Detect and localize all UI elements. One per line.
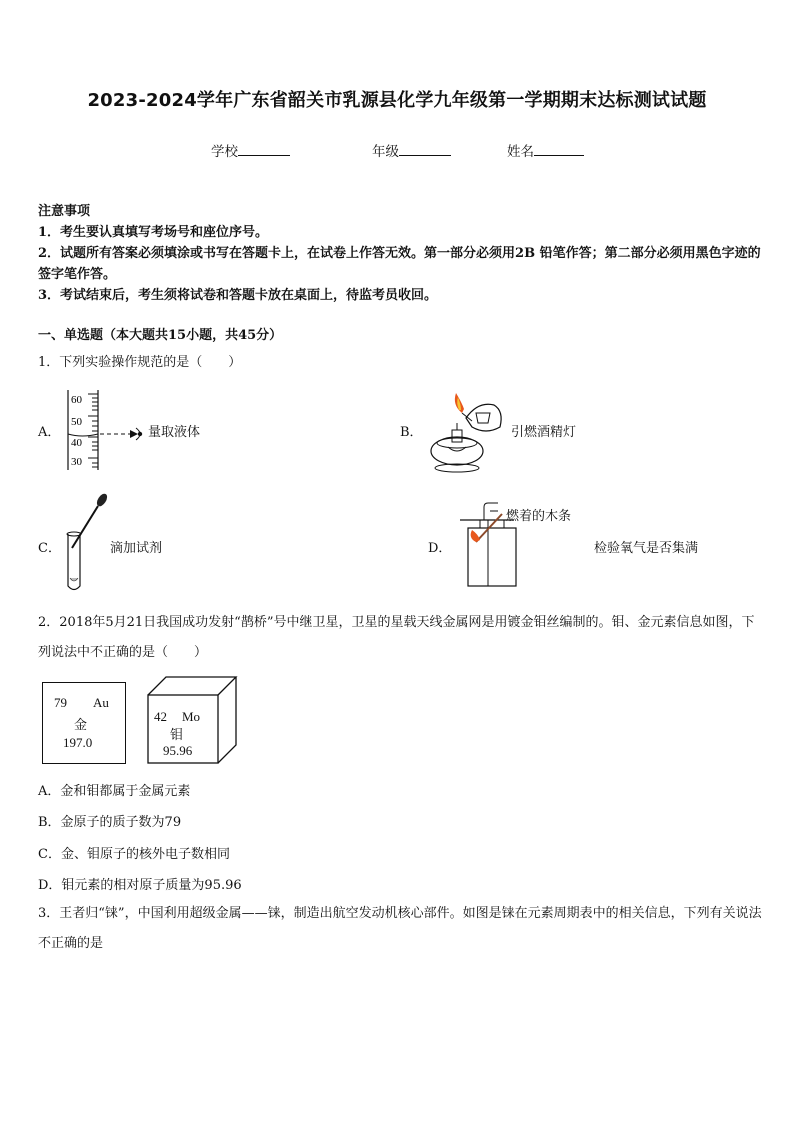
name-field[interactable] [507, 140, 584, 160]
cylinder-tick-label: 50 [71, 416, 82, 428]
q1-option-d-letter[interactable]: D． [428, 541, 452, 556]
element-card-molybdenum [148, 697, 218, 765]
q1-stem: 1．下列实验操作规范的是（ ） [38, 355, 242, 370]
cylinder-tick-label: 60 [71, 394, 82, 406]
school-blank[interactable] [238, 143, 290, 156]
alcohol-lamps-figure [426, 383, 508, 475]
element-symbol: Mo [182, 709, 201, 724]
q2-option-c[interactable]: C．金、钼原子的核外电子数相同 [38, 847, 230, 862]
q1-option-b-label: 引燃酒精灯 [511, 425, 577, 440]
q1-option-c-label: 滴加试剂 [110, 541, 163, 556]
element-atomic-mass: 197.0 [63, 735, 93, 750]
notice-item: 2．试题所有答案必须填涂或书写在答题卡上，在试卷上作答无效。第一部分必须用2B 铅笔作答；第二部分必须用黑色字迹的签字笔作答。 [38, 246, 761, 282]
q1-option-a-letter[interactable]: A． [38, 425, 61, 440]
school-label: 学校 [211, 144, 238, 160]
element-name: 金 [74, 718, 88, 733]
element-atomic-number: 79 [54, 695, 67, 710]
section-heading: 一、单选题（本大题共15小题，共45分） [38, 328, 283, 343]
q2-stem: 2．2018年5月21日我国成功发射“鹊桥”号中继卫星，卫星的星载天线金属网是用镀金钼丝编制的。钼、金元素信息如图，下列说法中不正确的是（ ） [38, 615, 755, 660]
notice-heading: 注意事项 [38, 204, 91, 219]
q2-option-a[interactable]: A．金和钼都属于金属元素 [38, 784, 191, 799]
element-atomic-number: 42 [154, 709, 167, 724]
element-name: 钼 [170, 728, 184, 743]
q1-option-b-letter[interactable]: B． [400, 425, 423, 440]
q1-option-d-label: 检验氧气是否集满 [594, 541, 699, 556]
q1-option-c-letter[interactable]: C． [38, 541, 61, 556]
notice-item: 1．考生要认真填写考场号和座位序号。 [38, 225, 269, 240]
dropper-test-tube-figure [62, 494, 112, 594]
cylinder-tick-label: 40 [71, 437, 82, 449]
school-field[interactable] [211, 140, 290, 160]
name-label: 姓名 [507, 144, 534, 160]
notice-section [38, 201, 762, 306]
cylinder-tick-label: 30 [71, 456, 82, 468]
name-blank[interactable] [534, 143, 584, 156]
element-card-gold [42, 682, 126, 764]
q2-option-b[interactable]: B．金原子的质子数为79 [38, 815, 182, 830]
element-atomic-mass: 95.96 [163, 743, 193, 758]
q3-stem: 3．王者归“铼”，中国利用超级金属——铼，制造出航空发动机核心部件。如图是铼在元素周期表中的相关信息，下列有关说法不正确的是 [38, 906, 762, 951]
grade-label: 年级 [372, 144, 399, 160]
grade-field[interactable] [372, 140, 451, 160]
page-title: 2023-2024学年广东省韶关市乳源县化学九年级第一学期期末达标测试试题 [87, 90, 707, 111]
element-symbol: Au [93, 695, 109, 710]
q2-option-d[interactable]: D．钼元素的相对原子质量为95.96 [38, 878, 242, 893]
notice-item: 3．考试结束后，考生须将试卷和答题卡放在桌面上，待监考员收回。 [38, 288, 438, 303]
q1-option-d-annotation: 燃着的木条 [506, 509, 572, 524]
q1-option-a-label: 量取液体 [148, 425, 201, 440]
grade-blank[interactable] [399, 143, 451, 156]
